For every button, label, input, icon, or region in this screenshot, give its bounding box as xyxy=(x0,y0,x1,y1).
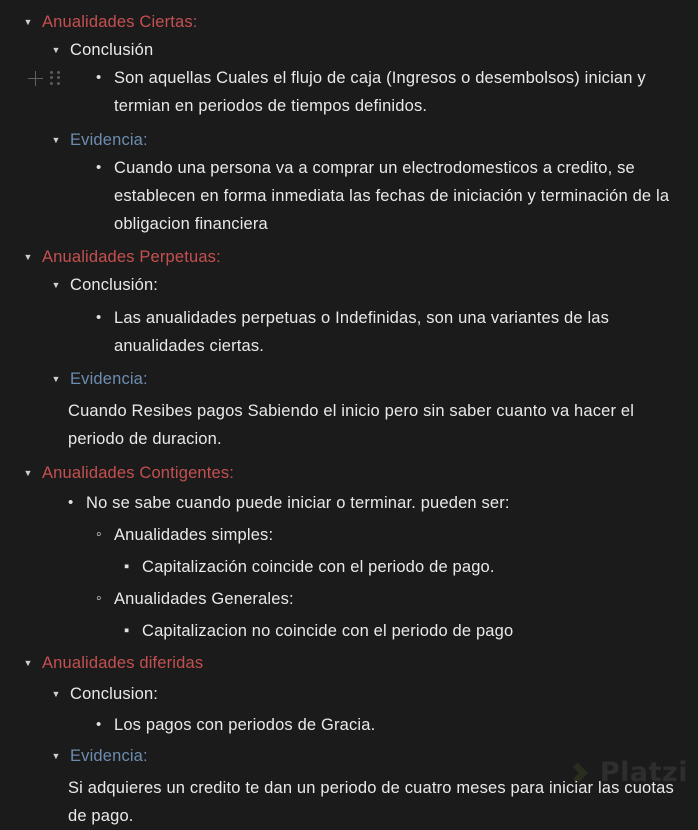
list-item[interactable] xyxy=(96,64,698,120)
drag-handle-icon[interactable] xyxy=(50,71,61,86)
section-heading-anualidades-contigentes[interactable] xyxy=(20,459,698,487)
list-item[interactable] xyxy=(96,711,698,739)
evidence-label: Evidencia: xyxy=(70,747,148,765)
bullet-circle-icon xyxy=(96,585,114,613)
list-item-text: Anualidades Generales: xyxy=(114,590,294,608)
evidence-toggle-row-1[interactable] xyxy=(48,126,698,154)
section-heading-label: Anualidades Contigentes: xyxy=(42,464,235,482)
bullet-disc-icon xyxy=(96,711,114,739)
evidence-toggle-row-2[interactable] xyxy=(48,365,698,393)
list-item-text: No se sabe cuando puede iniciar o terminar. pueden ser: xyxy=(86,494,510,512)
list-item-text: Capitalizacion no coincide con el periodo de pago xyxy=(142,622,514,640)
section-heading-anualidades-ciertas[interactable] xyxy=(20,8,698,36)
list-item[interactable] xyxy=(96,585,698,613)
toggle-triangle-icon[interactable]: ▼ xyxy=(51,374,61,384)
list-item-text: Capitalización coincide con el periodo de pago. xyxy=(142,558,495,576)
section-heading-label: Anualidades Ciertas: xyxy=(42,13,198,31)
conclusion-label: Conclusion: xyxy=(70,685,159,703)
conclusion-label: Conclusión xyxy=(70,41,154,59)
list-item-text: Las anualidades perpetuas o Indefinidas, son una variantes de las anualidades ciertas. xyxy=(114,309,610,355)
toggle-triangle-icon[interactable]: ▼ xyxy=(51,751,61,761)
list-item[interactable] xyxy=(124,617,698,645)
plus-icon[interactable] xyxy=(28,71,43,86)
bullet-disc-icon xyxy=(96,64,114,92)
conclusion-toggle-row-3[interactable] xyxy=(48,680,698,708)
platzi-watermark-text: Platzi xyxy=(599,757,688,788)
section-heading-label: Anualidades diferidas xyxy=(42,654,204,672)
bullet-square-icon xyxy=(124,553,142,581)
list-item-text: Cuando una persona va a comprar un electrodomesticos a credito, se establecen en forma inmediata las fechas de iniciación y terminación de la obligacion financiera xyxy=(114,159,670,233)
toggle-triangle-icon[interactable]: ▼ xyxy=(51,280,61,290)
toggle-triangle-icon[interactable]: ▼ xyxy=(23,468,33,478)
conclusion-label: Conclusión: xyxy=(70,276,159,294)
toggle-triangle-icon[interactable]: ▼ xyxy=(51,45,61,55)
conclusion-toggle-row-1[interactable] xyxy=(48,36,698,64)
list-item[interactable] xyxy=(96,521,698,549)
evidence-paragraph[interactable]: Si adquieres un credito te dan un periodo de cuatro meses para iniciar las cuotas de pago. xyxy=(68,779,674,825)
evidence-label: Evidencia: xyxy=(70,370,148,388)
toggle-triangle-icon[interactable]: ▼ xyxy=(23,17,33,27)
section-heading-anualidades-perpetuas[interactable] xyxy=(20,243,698,271)
list-item[interactable] xyxy=(68,489,698,517)
bullet-disc-icon xyxy=(96,154,114,182)
evidence-toggle-row-3[interactable] xyxy=(48,742,698,770)
bullet-circle-icon xyxy=(96,521,114,549)
toggle-triangle-icon[interactable]: ▼ xyxy=(23,658,33,668)
list-item[interactable] xyxy=(124,553,698,581)
section-heading-label: Anualidades Perpetuas: xyxy=(42,248,221,266)
bullet-disc-icon xyxy=(68,489,86,517)
block-gutter-controls[interactable] xyxy=(28,64,61,92)
bullet-square-icon xyxy=(124,617,142,645)
toggle-triangle-icon[interactable]: ▼ xyxy=(51,689,61,699)
bullet-disc-icon xyxy=(96,304,114,332)
list-item-text: Anualidades simples: xyxy=(114,526,274,544)
toggle-triangle-icon[interactable]: ▼ xyxy=(23,252,33,262)
list-item-text: Los pagos con periodos de Gracia. xyxy=(114,716,376,734)
evidence-paragraph[interactable]: Cuando Resibes pagos Sabiendo el inicio pero sin saber cuanto va hacer el periodo de duracion. xyxy=(68,402,635,448)
evidence-label: Evidencia: xyxy=(70,131,148,149)
toggle-triangle-icon[interactable]: ▼ xyxy=(51,135,61,145)
conclusion-toggle-row-2[interactable] xyxy=(48,271,698,299)
list-item[interactable] xyxy=(96,154,698,238)
list-item[interactable] xyxy=(96,304,698,360)
section-heading-anualidades-diferidas[interactable] xyxy=(20,649,698,677)
list-item-text: Son aquellas Cuales el flujo de caja (Ingresos o desembolsos) inician y termian en periodos de tiempos definidos. xyxy=(114,69,646,115)
